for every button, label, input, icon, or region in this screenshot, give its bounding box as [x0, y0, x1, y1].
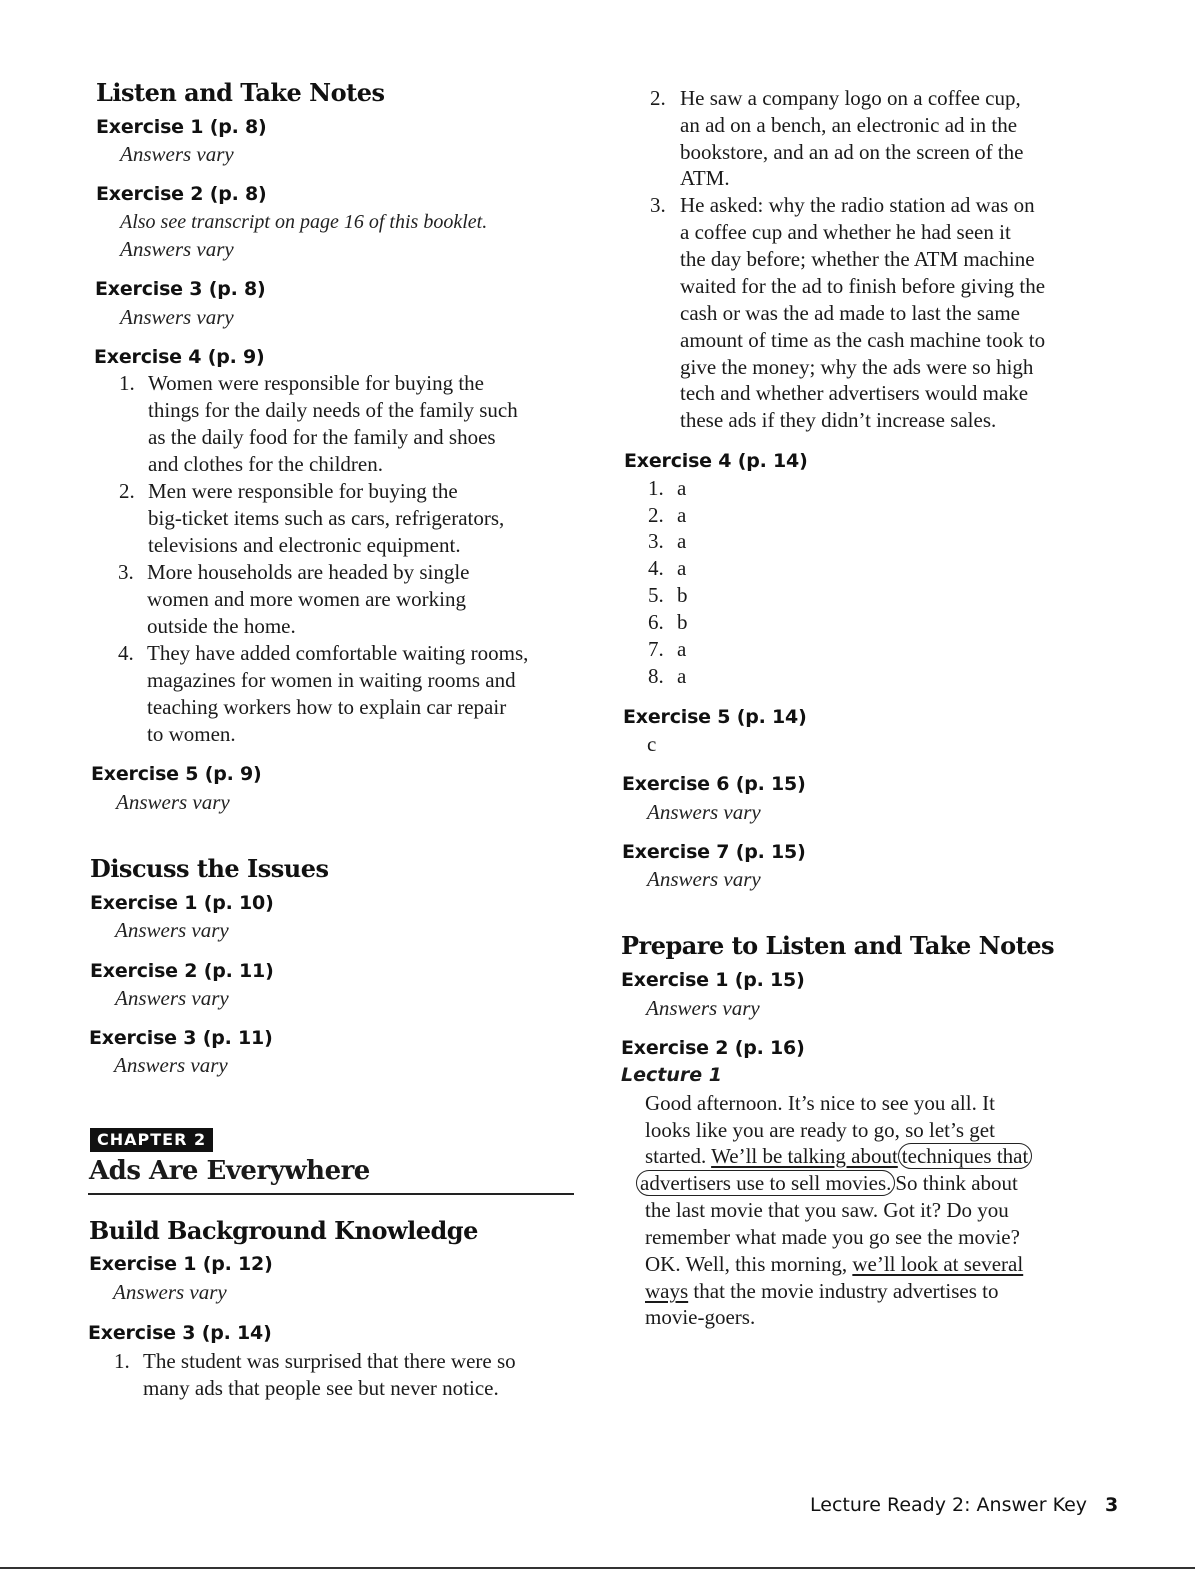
list-item-line: big-ticket items such as cars, refrigerators,	[148, 506, 505, 530]
answer-letter: a	[677, 529, 687, 553]
list-item-line: things for the daily needs of the family such	[148, 398, 518, 422]
answer-text: Answers vary	[115, 986, 229, 1010]
transcript-line	[636, 1171, 1018, 1196]
list-number: 4.	[648, 556, 664, 580]
list-item-line: More households are headed by single	[147, 560, 470, 584]
exercise-heading: Exercise 1 (p. 12)	[89, 1253, 273, 1275]
list-number: 1.	[648, 476, 664, 500]
exercise-heading: Exercise 2 (p. 8)	[96, 183, 267, 205]
footer-title: Lecture Ready 2: Answer Key	[810, 1494, 1088, 1516]
circled-phrase: advertisers use to sell movies.	[636, 1170, 895, 1196]
answer-text: Answers vary	[120, 305, 234, 329]
underlined-phrase: We’ll be talking about	[711, 1144, 898, 1168]
list-item-line: He asked: why the radio station ad was on	[680, 193, 1035, 217]
list-number: 1.	[114, 1349, 130, 1373]
answer-letter: a	[677, 664, 687, 688]
list-item-line: He saw a company logo on a coffee cup,	[680, 86, 1021, 110]
transcript-text: started.	[645, 1144, 712, 1168]
answer-text: Answers vary	[647, 800, 761, 824]
list-number: 3.	[648, 529, 664, 553]
transcript-line: remember what made you go see the movie?	[645, 1225, 1020, 1249]
exercise-heading: Exercise 3 (p. 8)	[95, 278, 266, 300]
list-item-line: many ads that people see but never notice.	[143, 1376, 499, 1400]
answer-letter: b	[677, 583, 688, 607]
list-number: 7.	[648, 637, 664, 661]
list-item-line: and clothes for the children.	[148, 452, 383, 476]
list-item-line: cash or was the ad made to last the same	[680, 301, 1020, 325]
answer-letter: c	[647, 732, 657, 756]
answer-text: Answers vary	[115, 918, 229, 942]
answer-letter: a	[677, 476, 687, 500]
chapter-badge: CHAPTER 2	[90, 1128, 213, 1152]
list-item-line: to women.	[147, 722, 236, 746]
underlined-phrase: we’ll look at several	[852, 1252, 1024, 1276]
list-item-line: give the money; why the ads were so high	[680, 355, 1034, 379]
list-item-line: They have added comfortable waiting rooms,	[147, 641, 529, 665]
answer-text: Answers vary	[647, 867, 761, 891]
exercise-heading: Exercise 6 (p. 15)	[622, 773, 806, 795]
page-footer	[810, 1494, 1118, 1516]
exercise-heading: Exercise 1 (p. 10)	[90, 892, 274, 914]
exercise-heading: Exercise 4 (p. 14)	[624, 450, 808, 472]
list-number: 4.	[118, 641, 134, 665]
answer-text: Answers vary	[646, 996, 760, 1020]
exercise-heading: Exercise 7 (p. 15)	[622, 841, 806, 863]
exercise-heading: Exercise 2 (p. 16)	[621, 1037, 805, 1059]
list-item-line: bookstore, and an ad on the screen of the	[680, 140, 1024, 164]
lecture-label: Lecture 1	[621, 1064, 722, 1086]
transcript-line: movie-goers.	[645, 1305, 756, 1329]
answer-text: Answers vary	[116, 790, 230, 814]
answer-letter: a	[677, 556, 687, 580]
list-item-line: outside the home.	[147, 614, 296, 638]
transcript-text: So think about	[895, 1171, 1018, 1195]
exercise-heading: Exercise 4 (p. 9)	[94, 346, 265, 368]
transcript-line: Good afternoon. It’s nice to see you all. It	[645, 1091, 995, 1115]
exercise-heading: Exercise 1 (p. 15)	[621, 969, 805, 991]
transcript-line: the last movie that you saw. Got it? Do you	[645, 1198, 1009, 1222]
answer-text: Answers vary	[113, 1280, 227, 1304]
list-item-line: teaching workers how to explain car repair	[147, 695, 507, 719]
list-number: 2.	[119, 479, 135, 503]
list-item-line: Men were responsible for buying the	[148, 479, 458, 503]
list-number: 6.	[648, 610, 664, 634]
list-item-line: Women were responsible for buying the	[148, 371, 484, 395]
list-number: 2.	[650, 86, 666, 110]
list-item-line: as the daily food for the family and shoes	[148, 425, 496, 449]
transcript-text: OK. Well, this morning,	[645, 1252, 853, 1276]
transcript-line	[645, 1252, 1023, 1277]
list-item-line: women and more women are working	[147, 587, 466, 611]
exercise-heading: Exercise 3 (p. 14)	[88, 1322, 272, 1344]
list-number: 3.	[650, 193, 666, 217]
list-item-line: amount of time as the cash machine took to	[680, 328, 1046, 352]
transcript-line	[645, 1144, 1032, 1169]
answer-letter: a	[677, 637, 687, 661]
section-title-prepare: Prepare to Listen and Take Notes	[621, 931, 1054, 960]
list-number: 3.	[118, 560, 134, 584]
answer-letter: b	[677, 610, 688, 634]
answer-text: Answers vary	[120, 142, 234, 166]
answer-text: Answers vary	[114, 1053, 228, 1077]
list-item-line: tech and whether advertisers would make	[680, 381, 1029, 405]
chapter-divider	[88, 1193, 574, 1195]
exercise-heading: Exercise 1 (p. 8)	[96, 116, 267, 138]
answer-text: Answers vary	[120, 237, 234, 261]
section-title-listen: Listen and Take Notes	[96, 78, 385, 107]
circled-phrase: techniques that	[898, 1143, 1033, 1169]
list-item-line: waited for the ad to finish before giving the	[680, 274, 1046, 298]
chapter-title: Ads Are Everywhere	[89, 1156, 370, 1186]
list-item-line: televisions and electronic equipment.	[148, 533, 461, 557]
list-item-line: these ads if they didn’t increase sales.	[680, 408, 997, 432]
list-item-line: ATM.	[680, 166, 730, 190]
list-number: 5.	[648, 583, 664, 607]
exercise-heading: Exercise 2 (p. 11)	[90, 960, 274, 982]
note-text: Also see transcript on page 16 of this booklet.	[120, 211, 488, 233]
answer-letter: a	[677, 503, 687, 527]
list-item-line: the day before; whether the ATM machine	[680, 247, 1035, 271]
exercise-heading: Exercise 5 (p. 14)	[623, 706, 807, 728]
page-number: 3	[1105, 1494, 1119, 1516]
list-item-line: an ad on a bench, an electronic ad in the	[680, 113, 1018, 137]
transcript-line: looks like you are ready to go, so let’s get	[645, 1118, 995, 1142]
exercise-heading: Exercise 3 (p. 11)	[89, 1027, 273, 1049]
underlined-phrase: ways	[645, 1279, 689, 1303]
list-item-line: a coffee cup and whether he had seen it	[680, 220, 1011, 244]
section-title-build: Build Background Knowledge	[89, 1216, 478, 1245]
transcript-text: that the movie industry advertises to	[688, 1279, 999, 1303]
transcript-line	[645, 1279, 998, 1304]
list-number: 1.	[119, 371, 135, 395]
list-number: 2.	[648, 503, 664, 527]
bottom-border	[0, 1567, 1195, 1569]
list-number: 8.	[648, 664, 664, 688]
list-item-line: magazines for women in waiting rooms and	[147, 668, 516, 692]
exercise-heading: Exercise 5 (p. 9)	[91, 763, 262, 785]
list-item-line: The student was surprised that there were so	[143, 1349, 516, 1373]
section-title-discuss: Discuss the Issues	[90, 854, 329, 883]
